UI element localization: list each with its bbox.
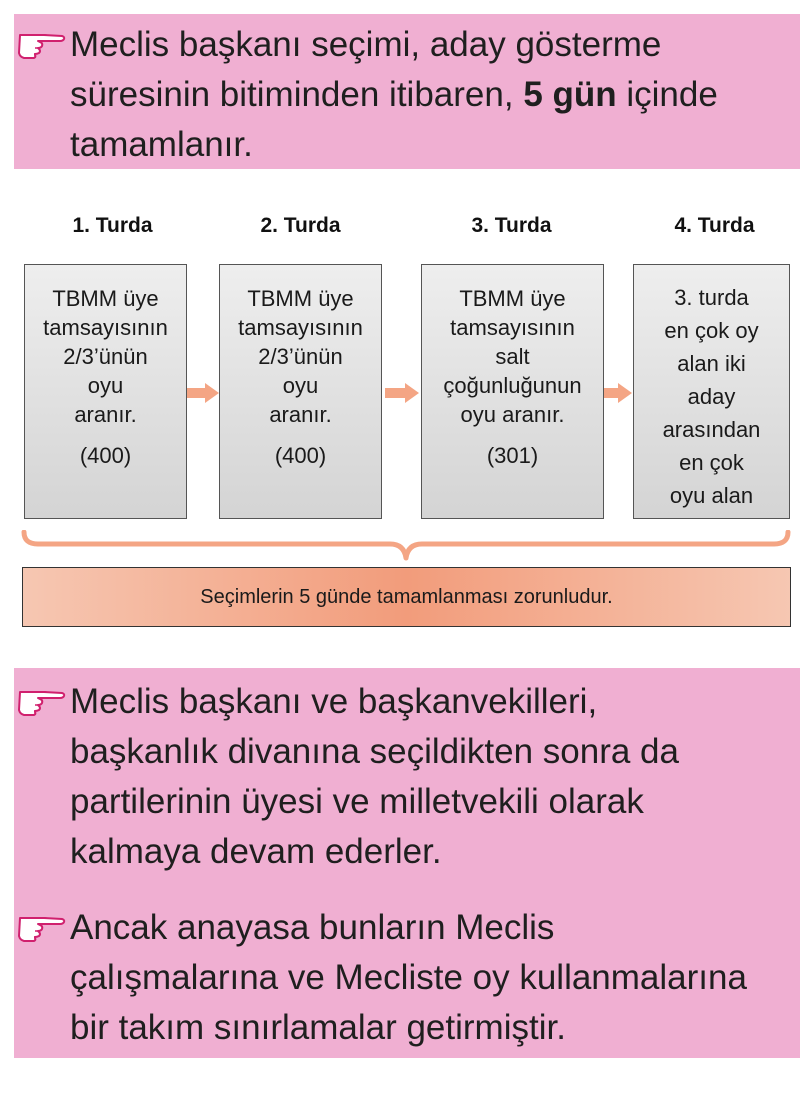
pointing-hand-icon	[18, 23, 66, 59]
deadline-banner	[22, 567, 791, 627]
round-2-vote-count: (400)	[274, 443, 327, 468]
round-3-vote-count: (301)	[486, 443, 539, 468]
curly-brace-icon	[20, 530, 792, 564]
round-4-line: en çok oy	[664, 318, 759, 343]
top-note-line-1: Meclis başkanı seçimi, aday gösterme	[70, 25, 662, 64]
round-3-line: TBMM üye	[459, 286, 566, 311]
round-4-title: 4. Turda	[674, 214, 755, 237]
round-2-line: TBMM üye	[247, 286, 354, 311]
speaker-note-line: başkanlık divanına seçildikten sonra da	[70, 732, 679, 771]
round-4-line: aday	[687, 384, 736, 409]
round-3-line: oyu aranır.	[460, 402, 565, 427]
top-note-bold: 5 gün	[523, 75, 617, 114]
speaker-party-note	[18, 677, 679, 877]
restriction-note	[18, 903, 747, 1053]
round-1-line: 2/3’ünün	[63, 344, 148, 369]
round-4-line: 3. turda	[674, 285, 749, 310]
round-3-box	[421, 264, 604, 519]
round-1-line: TBMM üye	[52, 286, 159, 311]
speaker-note-line: kalmaya devam ederler.	[70, 832, 442, 871]
round-4-line: oyu alan	[669, 483, 754, 508]
round-3-line: tamsayısının	[450, 315, 575, 340]
top-note-line-2	[18, 70, 718, 120]
restriction-note-line: Ancak anayasa bunların Meclis	[70, 908, 555, 947]
top-note	[18, 20, 718, 170]
restriction-note-line: çalışmalarına ve Mecliste oy kullanmalarına	[70, 958, 747, 997]
round-1-box	[24, 264, 187, 519]
right-arrow-icon	[187, 383, 219, 403]
round-1-line: aranır.	[74, 402, 137, 427]
round-1-line: tamsayısının	[43, 315, 168, 340]
round-2-line: 2/3’ünün	[258, 344, 343, 369]
pointing-hand-icon	[18, 906, 66, 942]
speaker-note-line: Meclis başkanı ve başkanvekilleri,	[70, 682, 598, 721]
round-2-box	[219, 264, 382, 519]
round-3-line: çoğunluğunun	[443, 373, 582, 398]
deadline-banner-text: Seçimlerin 5 günde tamamlanması zorunludur.	[200, 585, 613, 608]
right-arrow-icon	[604, 383, 632, 403]
round-1-line: oyu	[87, 373, 124, 398]
round-4-line: en çok	[679, 450, 744, 475]
top-note-line-2-start: süresinin bitiminden itibaren,	[70, 75, 514, 114]
pointing-hand-icon	[18, 680, 66, 716]
round-4-box	[633, 264, 790, 519]
top-note-line-2-end: içinde	[626, 75, 718, 114]
round-3-title: 3. Turda	[471, 214, 552, 237]
round-2-line: aranır.	[269, 402, 332, 427]
round-2-line: oyu	[282, 373, 319, 398]
speaker-note-line: partilerinin üyesi ve milletvekili olarak	[70, 782, 644, 821]
top-note-line-3: tamamlanır.	[70, 125, 253, 164]
round-2-title: 2. Turda	[260, 214, 341, 237]
right-arrow-icon	[385, 383, 419, 403]
round-3-line: salt	[495, 344, 530, 369]
round-1-title: 1. Turda	[72, 214, 153, 237]
round-4-line: alan iki	[677, 351, 746, 376]
round-1-vote-count: (400)	[79, 443, 132, 468]
round-4-line: arasından	[662, 417, 761, 442]
round-2-line: tamsayısının	[238, 315, 363, 340]
restriction-note-line: bir takım sınırlamalar getirmiştir.	[70, 1008, 566, 1047]
